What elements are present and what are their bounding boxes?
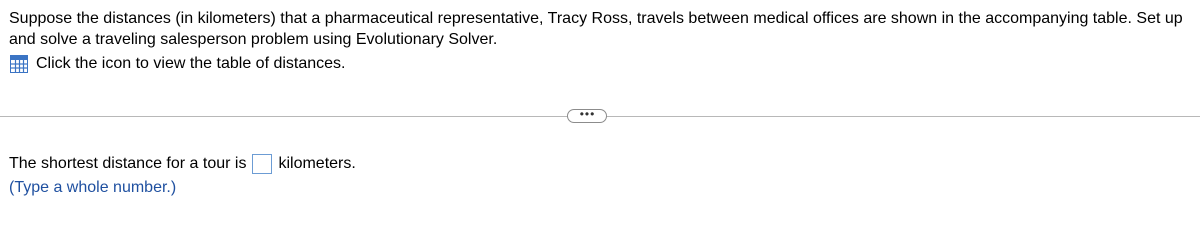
view-table-link[interactable]: [10, 54, 346, 74]
expand-more-button[interactable]: •••: [567, 109, 607, 123]
answer-suffix: kilometers.: [278, 155, 356, 172]
shortest-distance-input[interactable]: [252, 154, 272, 174]
answer-row: [9, 152, 356, 176]
view-table-text: Click the icon to view the table of distances.: [36, 55, 346, 72]
answer-prefix: The shortest distance for a tour is: [9, 155, 247, 172]
table-grid-icon[interactable]: [10, 55, 28, 73]
answer-hint: (Type a whole number.): [9, 179, 177, 196]
question-text: Suppose the distances (in kilometers) that a pharmaceutical representative, Tracy Ross, travels between medical offices are shown in the accompanying table. Set up and solve a traveling salesperson problem using Evolutionary Solver.: [9, 10, 1183, 48]
